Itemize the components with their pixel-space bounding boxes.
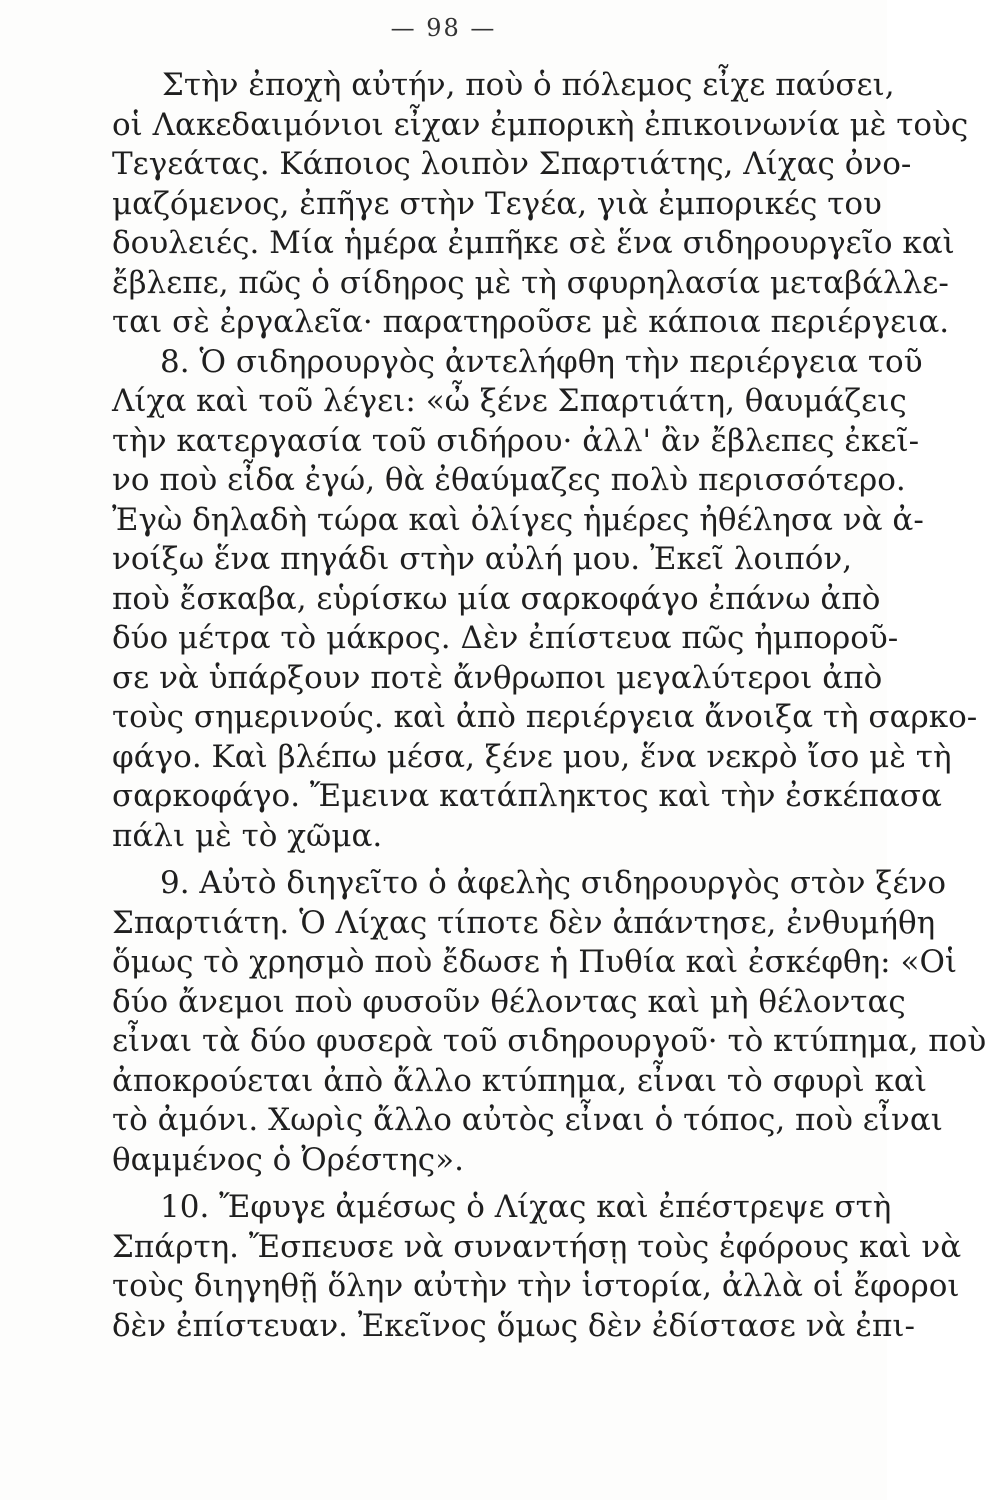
text-line: ὅμως τὸ χρησμὸ ποὺ ἔδωσε ἡ Πυθία καὶ ἐσκέφθη: «Οἱ [112, 944, 958, 980]
text-line: Ἐγὼ δηλαδὴ τώρα καὶ ὀλίγες ἡμέρες ἠθέλησα νὰ ἀ- [112, 501, 924, 538]
text-line: ται σὲ ἐργαλεῖα· παρατηροῦσε μὲ κάποια περιέργεια. [112, 304, 950, 340]
paragraph [112, 864, 986, 1180]
text-line: 8. Ὁ σιδηρουργὸς ἀντελήφθη τὴν περιέργεια τοῦ [160, 343, 923, 380]
text-line: νοίξω ἕνα πηγάδι στὴν αὐλή μου. Ἐκεῖ λοιπόν, [112, 541, 853, 577]
text-line: 9. Αὐτὸ διηγεῖτο ὁ ἀφελὴς σιδηρουργὸς στὸν ξένο [160, 865, 947, 901]
text-line: Τεγεάτας. Κάποιος λοιπὸν Σπαρτιάτης, Λίχας ὀνο- [112, 146, 912, 182]
text-line: Σπαρτιάτη. Ὁ Λίχας τίποτε δὲν ἀπάντησε, ἐνθυμήθη [112, 904, 936, 941]
text-line: Σπάρτη. Ἔσπευσε νὰ συναντήσῃ τοὺς ἐφόρους καὶ νὰ [112, 1228, 962, 1265]
text-line: τὸ ἀμόνι. Χωρὶς ἄλλο αὐτὸς εἶναι ὁ τόπος, ποὺ εἶναι [112, 1102, 943, 1138]
text-line: δύο μέτρα τὸ μάκρος. Δὲν ἐπίστευα πῶς ἠμποροῦ- [112, 620, 899, 656]
text-line: δουλειές. Μία ἡμέρα ἐμπῆκε σὲ ἕνα σιδηρουργεῖο καὶ [112, 225, 955, 261]
paragraph-gap [112, 1180, 852, 1188]
text-line: πάλι μὲ τὸ χῶμα. [112, 817, 383, 854]
text-line: οἱ Λακεδαιμόνιοι εἶχαν ἐμπορικὴ ἐπικοινωνία μὲ τοὺς [112, 106, 969, 143]
text-line: Λίχα καὶ τοῦ λέγει: «ὦ ξένε Σπαρτιάτη, θαυμάζεις [112, 383, 907, 419]
text-line: 10. Ἔφυγε ἀμέσως ὁ Λίχας καὶ ἐπέστρεψε στὴ [160, 1189, 892, 1225]
body-text [112, 66, 986, 1346]
text-line: νο ποὺ εἶδα ἐγώ, θὰ ἐθαύμαζες πολὺ περισσότερο. [112, 462, 906, 498]
text-line: τοὺς διηγηθῇ ὅλην αὐτὴν τὴν ἱστορία, ἀλλὰ οἱ ἔφοροι [112, 1268, 960, 1304]
text-line: ἀποκρούεται ἀπὸ ἄλλο κτύπημα, εἶναι τὸ σφυρὶ καὶ [112, 1062, 927, 1099]
text-line: τὴν κατεργασία τοῦ σιδήρου· ἀλλ' ἂν ἔβλεπες ἐκεῖ- [112, 422, 920, 459]
page-number: — 98 — [390, 14, 497, 42]
text-line: Στὴν ἐποχὴ αὐτήν, ποὺ ὁ πόλεμος εἶχε παύσει, [162, 67, 895, 103]
text-line: ἔβλεπε, πῶς ὁ σίδηρος μὲ τὴ σφυρηλασία μεταβάλλε- [112, 264, 949, 301]
paragraph [112, 343, 978, 857]
text-line: μαζόμενος, ἐπῆγε στὴν Τεγέα, γιὰ ἐμπορικές του [112, 185, 882, 222]
text-line: δὲν ἐπίστευαν. Ἐκεῖνος ὅμως δὲν ἐδίστασε νὰ ἐπι- [112, 1307, 915, 1344]
paragraph [112, 66, 969, 343]
text-line: ποὺ ἔσκαβα, εὑρίσκω μία σαρκοφάγο ἐπάνω ἀπὸ [112, 580, 881, 617]
text-line: σαρκοφάγο. Ἔμεινα κατάπληκτος καὶ τὴν ἐσκέπασα [112, 778, 942, 814]
paragraph [112, 1188, 962, 1346]
paragraph-gap [112, 856, 852, 864]
text-line: θαμμένος ὁ Ὀρέστης». [112, 1141, 464, 1178]
text-line: εἶναι τὰ δύο φυσερὰ τοῦ σιδηρουργοῦ· τὸ κτύπημα, ποὺ [112, 1023, 986, 1059]
text-line: δύο ἄνεμοι ποὺ φυσοῦν θέλοντας καὶ μὴ θέλοντας [112, 983, 906, 1020]
text-line: φάγο. Καὶ βλέπω μέσα, ξένε μου, ἕνα νεκρὸ ἴσο μὲ τὴ [112, 738, 952, 775]
text-line: τοὺς σημερινούς. καὶ ἀπὸ περιέργεια ἄνοιξα τὴ σαρκο- [112, 699, 978, 735]
text-line: σε νὰ ὑπάρξουν ποτὲ ἄνθρωποι μεγαλύτεροι ἀπὸ [112, 659, 883, 696]
